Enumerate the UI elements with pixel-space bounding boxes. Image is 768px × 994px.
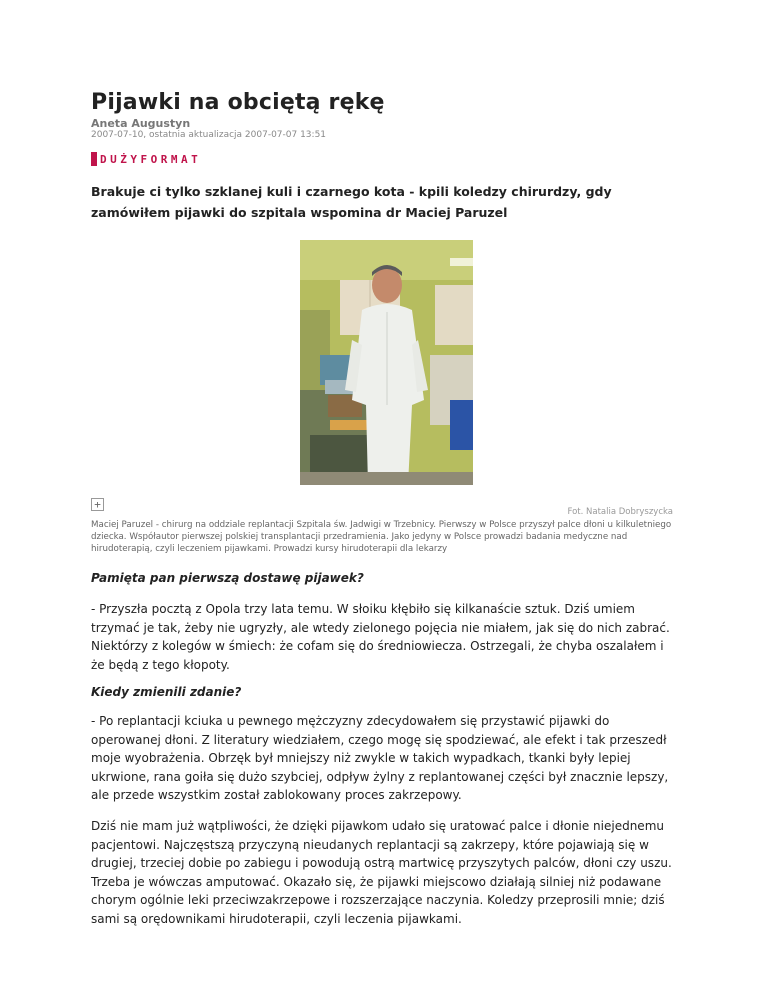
question-2: Kiedy zmienili zdanie? bbox=[91, 685, 242, 699]
article-title: Pijawki na obciętą rękę bbox=[91, 90, 385, 115]
author-name[interactable]: Aneta Augustyn bbox=[91, 117, 191, 130]
logo-mark-icon bbox=[91, 152, 97, 166]
photo-caption: Maciej Paruzel - chirurg na oddziale replantacji Szpitala św. Jadwigi w Trzebnicy. Pierwszy w Polsce przyszył palce dłoni u kilkuletniego dziecka. Współautor pierwszej polskiej transplantacji przedramienia. Jako jedyny w Polsce prowadzi badania medyczne nad hirudoterapią, czyli leczeniem pijawkami. Prowadzi kursy hirudoterapii dla lekarzy bbox=[91, 520, 672, 554]
doctor-photo-image bbox=[300, 240, 473, 485]
article-photo[interactable] bbox=[300, 240, 473, 485]
question-1: Pamięta pan pierwszą dostawę pijawek? bbox=[91, 571, 364, 585]
publish-date: 2007-07-10, ostatnia aktualizacja 2007-07-07 13:51 bbox=[91, 130, 327, 140]
answer-2: - Po replantacji kciuka u pewnego mężczyzny zdecydowałem się przystawić pijawki do operowanej dłoni. Z literatury wiedziałem, czego mogę się spodziewać, ale efekt i tak przeszedł moje wyobrażenia. Obrzęk był mniejszy niż zwykle w takich wypadkach, tkanki były lepiej ukrwione, rana goiła się dużo szybciej, odpływ żylny z replantowanej części był znacznie lepszy, ale przede wszystkim został zablokowany proces zakrzepowy. bbox=[91, 714, 669, 802]
answer-1: - Przyszła pocztą z Opola trzy lata temu. W słoiku kłębiło się kilkanaście sztuk. Dziś umiem trzymać je tak, żeby nie ugryzły, ale wtedy zielonego pojęcia nie miałem, jak się do nich zabrać. Niektórzy z kolegów w śmiech: że cofam się do średniowiecza. Ostrzegali, że chyba oszalałem i że będą z tego kłopoty. bbox=[91, 602, 670, 672]
logo-text: DUŻYFORMAT bbox=[100, 152, 202, 166]
duzy-format-logo[interactable] bbox=[91, 152, 201, 166]
enlarge-photo-button[interactable]: + bbox=[91, 498, 104, 511]
answer-2-continued: Dziś nie mam już wątpliwości, że dzięki pijawkom udało się uratować palce i dłonie niejednemu pacjentowi. Najczęstszą przyczyną nieudanych replantacji są zakrzepy, które pojawiają się w drugiej, trzeciej dobie po zabiegu i powodują ostrą martwicę przyszytych palców, dłoni czy uszu. Trzeba je wówczas amputować. Okazało się, że pijawki miejscowo działają silniej niż podawane chorym ogólnie leki przeciwzakrzepowe i rozszerzające naczynia. Koledzy przeprosili mnie; dziś sami są orędownikami hirudoterapii, czyli leczenia pijawkami. bbox=[91, 819, 672, 926]
photo-credit: Fot. Natalia Dobryszycka bbox=[567, 507, 673, 517]
article-lead: Brakuje ci tylko szklanej kuli i czarnego kota - kpili koledzy chirurdzy, gdy zamówiłem pijawki do szpitala wspomina dr Maciej Paruzel bbox=[91, 184, 612, 220]
